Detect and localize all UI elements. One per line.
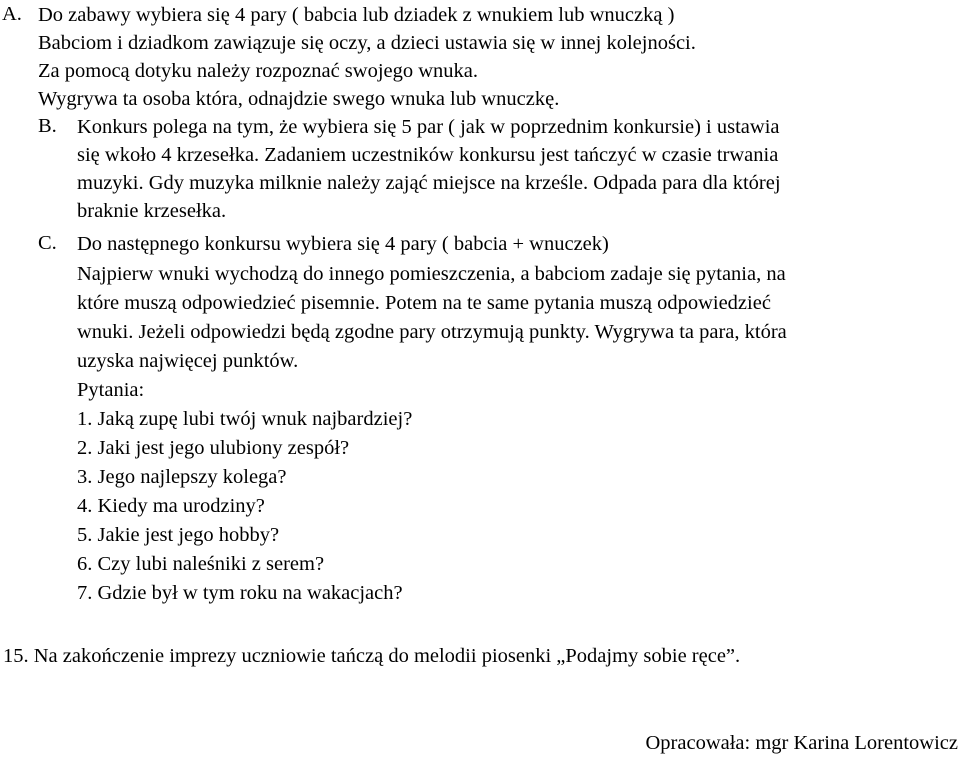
question-item: 2. Jaki jest jego ulubiony zespół? xyxy=(77,437,350,459)
section-b-marker: B. xyxy=(38,115,57,137)
questions-heading: Pytania: xyxy=(77,379,145,401)
section-b-line-4: braknie krzesełka. xyxy=(77,200,227,222)
section-a-marker: A. xyxy=(2,3,22,25)
section-a-line-1: Do zabawy wybiera się 4 pary ( babcia lub dziadek z wnukiem lub wnuczką ) xyxy=(38,4,675,26)
question-item: 1. Jaką zupę lubi twój wnuk najbardziej? xyxy=(77,408,413,430)
section-a-line-2: Babciom i dziadkom zawiązuje się oczy, a dzieci ustawia się w innej kolejności. xyxy=(38,32,696,54)
question-item: 6. Czy lubi naleśniki z serem? xyxy=(77,553,325,575)
question-item: 7. Gdzie był w tym roku na wakacjach? xyxy=(77,582,403,604)
item-15-text: 15. Na zakończenie imprezy uczniowie tańczą do melodii piosenki „Podajmy sobie ręce”. xyxy=(3,645,741,667)
section-b-line-3: muzyki. Gdy muzyka milknie należy zająć miejsce na krześle. Odpada para dla której xyxy=(77,172,781,194)
section-c-line-1: Do następnego konkursu wybiera się 4 pary ( babcia + wnuczek) xyxy=(77,233,609,255)
section-b-line-1: Konkurs polega na tym, że wybiera się 5 par ( jak w poprzednim konkursie) i ustawia xyxy=(77,116,780,138)
question-item: 3. Jego najlepszy kolega? xyxy=(77,466,287,488)
section-c-marker: C. xyxy=(38,232,57,254)
section-a-line-4: Wygrywa ta osoba która, odnajdzie swego wnuka lub wnuczkę. xyxy=(38,88,560,110)
signature: Opracowała: mgr Karina Lorentowicz xyxy=(645,732,958,754)
section-a-line-3: Za pomocą dotyku należy rozpoznać swojego wnuka. xyxy=(38,60,479,82)
section-c-line-5: uzyska najwięcej punktów. xyxy=(77,350,299,372)
section-c-line-2: Najpierw wnuki wychodzą do innego pomieszczenia, a babciom zadaje się pytania, na xyxy=(77,263,786,285)
question-item: 5. Jakie jest jego hobby? xyxy=(77,524,280,546)
question-item: 4. Kiedy ma urodziny? xyxy=(77,495,265,517)
section-b-line-2: się wkoło 4 krzesełka. Zadaniem uczestników konkursu jest tańczyć w czasie trwania xyxy=(77,144,779,166)
section-c-line-4: wnuki. Jeżeli odpowiedzi będą zgodne pary otrzymują punkty. Wygrywa ta para, która xyxy=(77,321,787,343)
section-c-line-3: które muszą odpowiedzieć pisemnie. Potem na te same pytania muszą odpowiedzieć xyxy=(77,292,771,314)
